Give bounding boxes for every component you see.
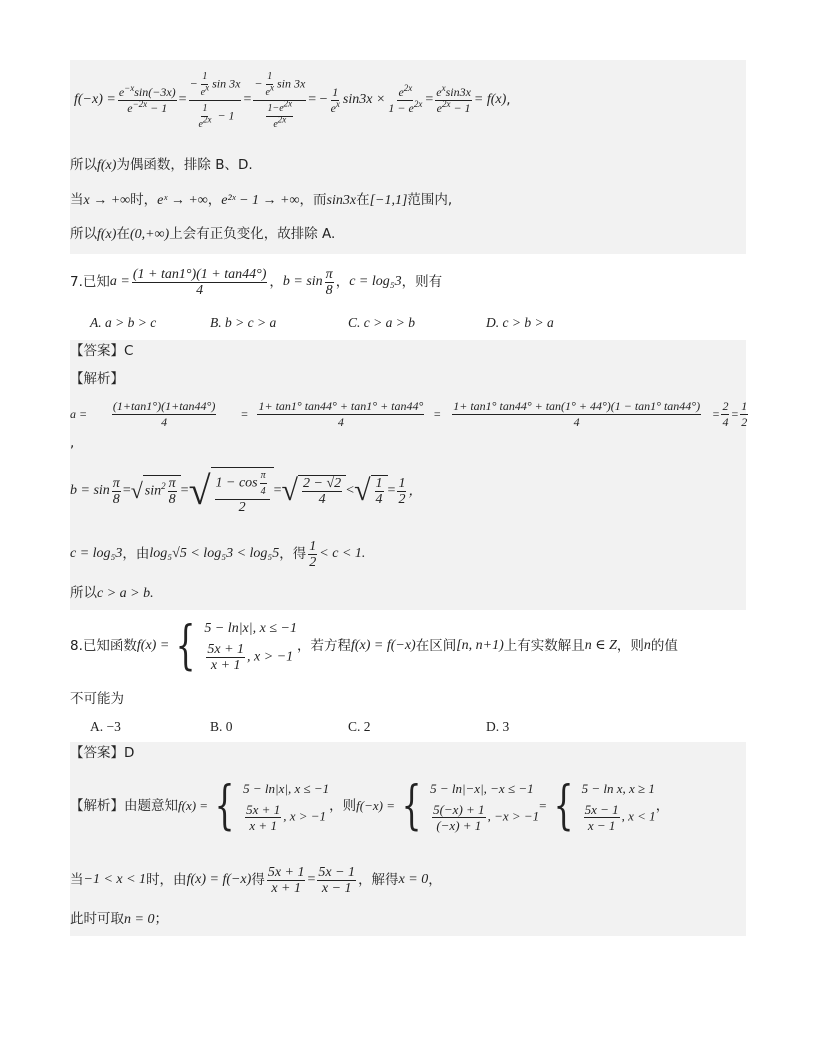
q8-analysis-line: 【解析】由题意知 f(x) = { 5 − ln|x|, x ≤ −1 $\frac{5x + 1}{x + 1}$ , x > −1 ，则 f(−x) = { 5 − ln|−x|, −x ≤ −1 $\frac{5(-x) + 1}{(-x) + 1}$ , −x > −1 = { 5 − ln x, x ≥ 1 $\frac{5x - 1}{x - 1}$ , x < 1 ， (70, 776, 670, 836)
q7-b-fraction: $\frac{\pi}{8}$ (325, 266, 333, 298)
q7-b-derivation: b = sin $\frac{\pi}{8}$ = √ $\sin^2$ $\frac{\pi}{8}$ = √ 1 − cos $\frac{\pi}{4}$ 2 = √ $\frac{2 - √2}{4}$ < √ $\frac{1}{4}$ = $\frac{1}{2}$ ， (70, 468, 422, 515)
q7-answer: 【答案】C (70, 343, 134, 359)
q8-stem-line2: 不可能为 (70, 691, 124, 707)
q6-formula-lhs: f(−x) = (74, 92, 116, 107)
q6-formula-line: f(−x) = $\frac{e^{-x}\sin(-3x)}{e^{-2x} - 1}$ = − $\frac{1}{e^x}$ sin 3x $\frac{1}{e^{2x}}$ − 1 = − $\frac{1}{e^x}$ sin 3x $\frac{1-e^{2x}}{e^{2x}}$ = − $\frac{1}{e^x}$ sin3x × $\frac{e^{2x}}{1 - e^{2x}}$ = $\frac{e^x\sin 3x}{e^{2x} - 1}$ = f(x) , (74, 70, 511, 130)
q8-solve-line: 当 −1 < x < 1 时，由 f(x) = f(−x) 得 $\frac{5x + 1}{x + 1}$ = $\frac{5x - 1}{x - 1}$ ，解得 x = 0 ， (70, 864, 442, 896)
q6-even-line: 所以f(x)为偶函数，排除 B、D. (70, 157, 253, 173)
q7-a-fraction: $\frac{(1 + \tan 1^\circ)(1 + \tan 44^\circ)}{4}$ (132, 266, 267, 298)
q7-analysis-label: 【解析】 (70, 371, 124, 387)
q7-c-derivation: c = log₅3 ，由 log₅√5 < log₅3 < log₅5 ，得 $\frac{1}{2}$ < c < 1. (70, 538, 366, 570)
q7-option-c[interactable]: C. c > a > b (348, 315, 415, 330)
q7-option-a[interactable]: A. a > b > c (90, 315, 157, 330)
q6-frac-2: − $\frac{1}{e^x}$ sin 3x $\frac{1}{e^{2x}}$ − 1 (189, 70, 241, 130)
q8-answer: 【答案】D (70, 745, 135, 761)
q7-option-b[interactable]: B. b > c > a (210, 315, 277, 330)
q6-frac-3: − $\frac{1}{e^x}$ sin 3x $\frac{1-e^{2x}}{e^{2x}}$ (254, 70, 306, 130)
q8-option-d[interactable]: D. 3 (486, 719, 510, 734)
q8-option-c[interactable]: C. 2 (348, 719, 371, 734)
q6-frac-5: $\frac{e^{2x}}{1 - e^{2x}}$ (388, 82, 423, 115)
q8-stem: 8.已知函数 f(x) = { 5 − ln|x|, x ≤ −1 $\frac{5x + 1}{x + 1}$ , x > −1 ，若方程 f(x) = f(−x) 在区间 [n, n+1) 上有实数解且 n ∈ Z ，则 n 的值 (70, 616, 678, 676)
q6-solution-block (70, 60, 746, 254)
q6-frac-4: $\frac{1}{e^x}$ (330, 84, 340, 115)
q7-options (70, 314, 746, 332)
q6-frac-1: $\frac{e^{-x}\sin(-3x)}{e^{-2x} - 1}$ (118, 82, 176, 115)
q8-n-line: 此时可取n = 0； (70, 911, 168, 927)
q8-options (70, 718, 746, 736)
q8-option-a[interactable]: A. −3 (90, 719, 121, 734)
q6-formula-suffix: , (506, 92, 511, 108)
q6-limit-line: 当x → +∞时，eˣ → +∞，e²ˣ − 1 → +∞，而sin3x在[−1,1]范围内, (70, 192, 453, 208)
q8-solution-block (70, 742, 746, 936)
q6-conclusion-line: 所以f(x)在(0,+∞)上会有正负变化，故排除 A. (70, 226, 336, 242)
q7-stem: 7.已知 a = $\frac{(1 + \tan 1^\circ)(1 + \tan 44^\circ)}{4}$ ， b = sin $\frac{\pi}{8}$ ， c = log₅3 ，则有 (70, 266, 443, 298)
q7-option-d[interactable]: D. c > b > a (486, 315, 554, 330)
q8-option-b[interactable]: B. 0 (210, 719, 233, 734)
q7-solution-block: 【答案】C 【解析】 a = $\frac{(1+\tan 1^\circ)(1+\tan 44^\circ)}{4}$ = $\frac{1+ \tan 1^\circ \tan 44^\circ + \tan 1^\circ + \tan 44^\circ}{4}$ = $\frac{1+ \tan 1^\circ \tan 44^\circ + \tan(1^\circ + 44^\circ)(1 - \tan 1^\circ \tan 44^\circ)}{4}$ = $\frac{2}{4}$ = $\frac{1}{2}$ , b = sin $\frac{\pi}{8}$ = √ $\sin^2$ $\frac{\pi}{8}$ = √ 1 − cos $\frac{\pi}{4}$ 2 = √ $\frac{2 - √2}{4}$ < √ $\frac{1}{4}$ = $\frac{1}{2}$ ， c = log₅3 ，由 log₅√5 < log₅3 < log₅5 ，得 $\frac{1}{2}$ < c < 1. 所以c > a > b. (70, 340, 746, 610)
q7-question (70, 258, 746, 338)
q7-conclusion: 所以c > a > b. (70, 585, 154, 601)
q8-question (70, 612, 746, 738)
q7-a-derivation: a = $\frac{(1+\tan 1^\circ)(1+\tan 44^\circ)}{4}$ = $\frac{1+ \tan 1^\circ \tan 44^\circ + \tan 1^\circ + \tan 44^\circ}{4}$ = $\frac{1+ \tan 1^\circ \tan 44^\circ + \tan(1^\circ + 44^\circ)(1 - \tan 1^\circ \tan 44^\circ)}{4}$ = $\frac{2}{4}$ = $\frac{1}{2}$ (70, 398, 748, 429)
q6-frac-6: $\frac{e^x\sin 3x}{e^{2x} - 1}$ (436, 82, 471, 115)
